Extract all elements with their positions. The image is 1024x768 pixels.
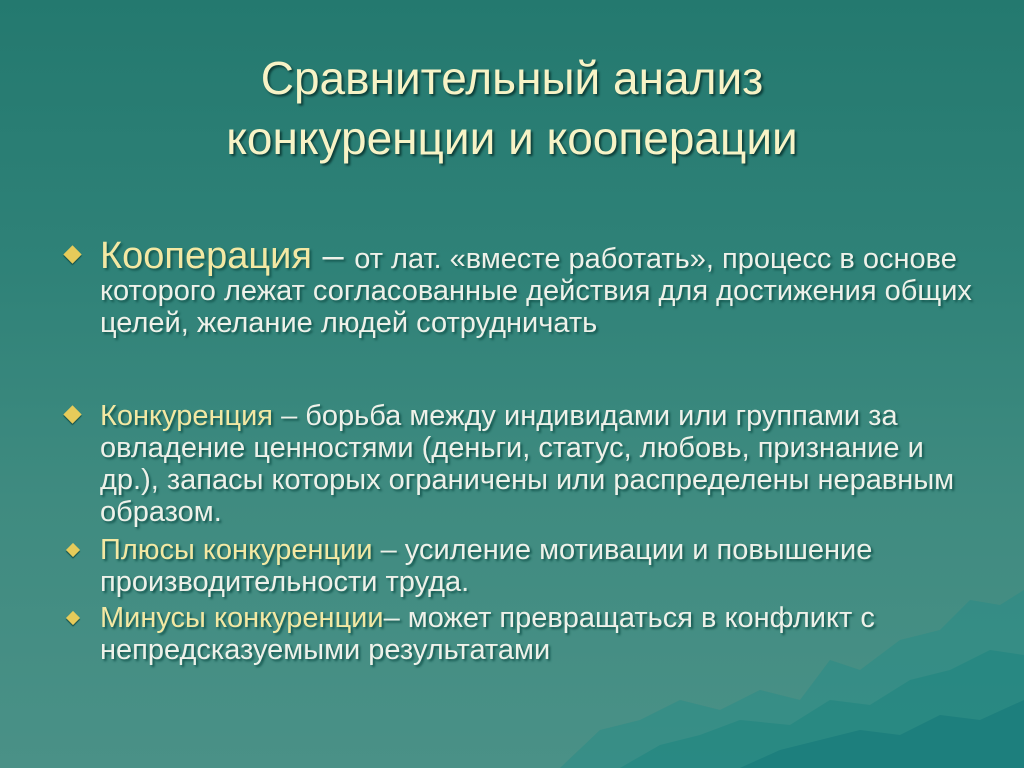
list-item-cons xyxy=(100,602,980,666)
definition-cons: может превращаться в конфликт с непредсказуемыми результатами xyxy=(100,602,875,666)
term-cooperation: Кооперация xyxy=(100,235,312,277)
term-pros: Плюсы конкуренции xyxy=(100,534,373,566)
title-line-1: Сравнительный анализ xyxy=(260,52,764,104)
term-competition: Конкуренция xyxy=(100,400,274,432)
term-dash: – xyxy=(383,602,408,634)
term-dash: – xyxy=(372,534,405,566)
definition-competition: борьба между индивидами или группами за овладение ценностями (деньги, статус, любовь, признание и др.), запасы которых ограничены или распределены неравным образом. xyxy=(100,400,955,528)
title-line-2: конкуренции и кооперации xyxy=(226,112,798,164)
list-item-pros xyxy=(100,534,980,598)
term-dash: – xyxy=(273,400,306,432)
slide-title xyxy=(0,48,1024,168)
list-item-cooperation xyxy=(100,235,980,339)
definition-cooperation: от лат. «вместе работать», процесс в основе которого лежат согласованные действия для достижения общих целей, желание людей сотрудничать xyxy=(100,243,972,339)
term-dash: – xyxy=(311,235,355,277)
term-cons: Минусы конкуренции xyxy=(100,602,384,634)
definition-pros: усиление мотивации и повышение производительности труда. xyxy=(100,534,873,598)
list-item-competition xyxy=(100,400,980,528)
